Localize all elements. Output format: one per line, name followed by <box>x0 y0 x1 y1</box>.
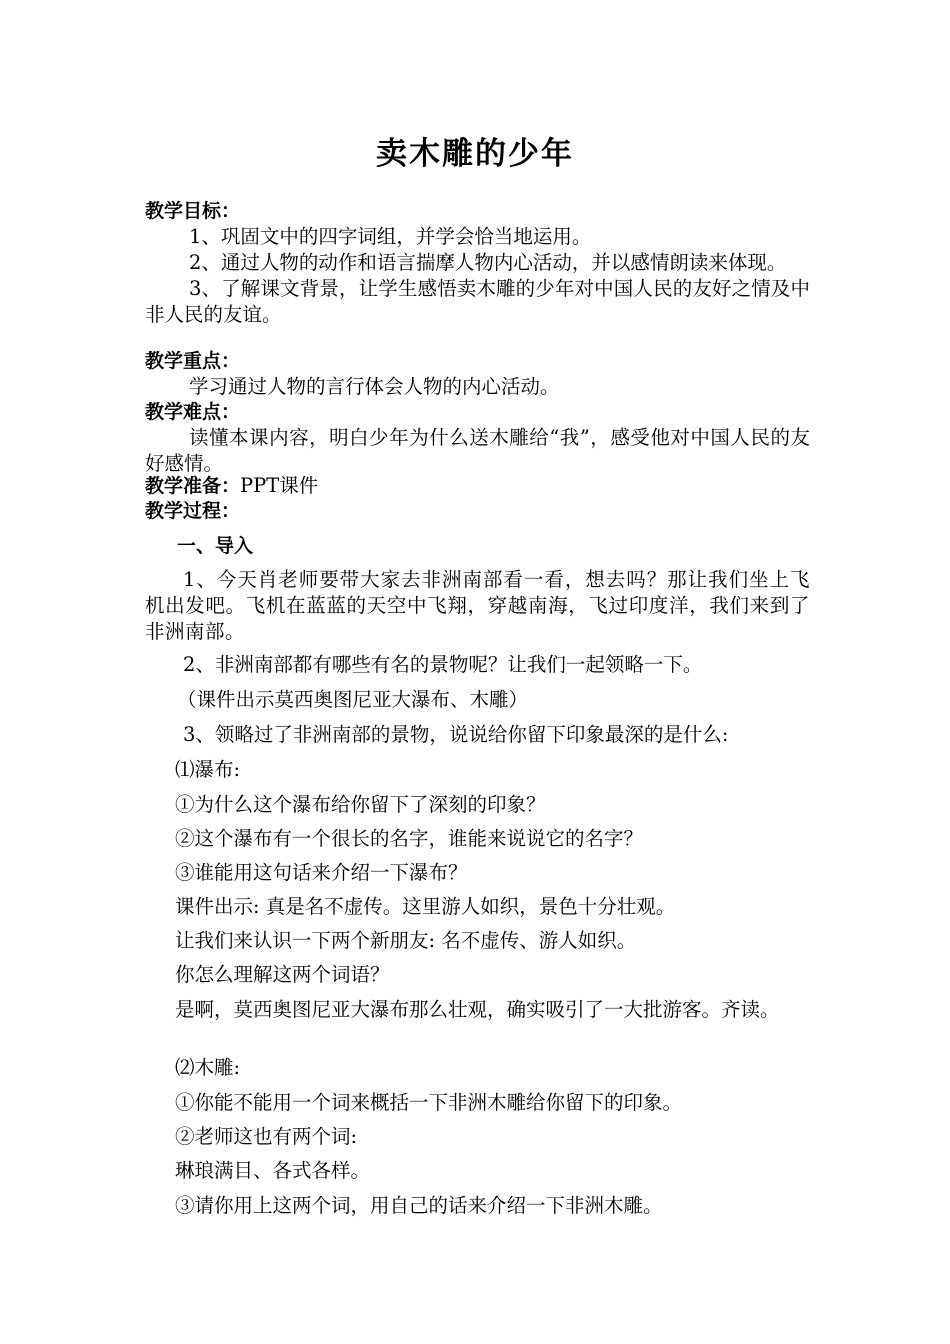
objective-item: 3、了解课文背景，让学生感悟卖木雕的少年对中国人民的友好之情及中非人民的友谊。 <box>145 277 810 326</box>
process-question: ②这个瀑布有一个很长的名字，谁能来说说它的名字？ <box>175 827 644 850</box>
process-heading-block <box>145 498 810 524</box>
document-title: 卖木雕的少年 <box>376 136 574 172</box>
process-heading: 教学过程： <box>145 500 241 522</box>
process-question: ③请你用上这两个词，用自己的话来介绍一下非洲木雕。 <box>175 1194 663 1217</box>
process-paragraph: 让我们来认识一下两个新朋友: 名不虚传、游人如织。 <box>175 929 637 952</box>
process-paragraph: 琳琅满目、各式各样。 <box>175 1159 371 1182</box>
objectives-heading: 教学目标： <box>145 200 241 222</box>
process-subheading: ⑴瀑布: <box>175 758 241 781</box>
difficulties-text: 读懂本课内容，明白少年为什么送木雕给“我”，感受他对中国人民的友好感情。 <box>145 426 810 475</box>
objective-item: 2、通过人物的动作和语言揣摩人物内心活动，并以感情朗读来体现。 <box>189 251 787 274</box>
process-paragraph: 你怎么理解这两个词语？ <box>175 963 390 986</box>
process-question: ①为什么这个瀑布给你留下了深刻的印象？ <box>175 793 546 816</box>
process-paragraph: 是啊，莫西奥图尼亚大瀑布那么壮观，确实吸引了一大批游客。齐读。 <box>175 998 780 1021</box>
process-paragraph: （课件出示莫西奥图尼亚大瀑布、木雕） <box>177 688 529 711</box>
preparation-heading: 教学准备： <box>145 475 241 497</box>
preparation-value: PPT课件 <box>240 474 319 497</box>
section-title-intro: 一、导入 <box>177 535 254 557</box>
key-points-text: 学习通过人物的言行体会人物的内心活动。 <box>189 375 560 398</box>
difficulties-heading: 教学难点： <box>145 401 241 423</box>
objective-item: 1、巩固文中的四字词组，并学会恰当地运用。 <box>189 225 592 248</box>
objectives-section <box>145 198 810 328</box>
process-question: ③谁能用这句话来介绍一下瀑布？ <box>175 861 468 884</box>
preparation-section <box>145 473 810 499</box>
difficulties-section <box>145 399 810 477</box>
process-subheading: ⑵木雕: <box>175 1056 241 1079</box>
process-question: ②老师这也有两个词: <box>175 1125 358 1148</box>
process-question: ①你能不能用一个词来概括一下非洲木雕给你留下的印象。 <box>175 1091 683 1114</box>
key-points-section <box>145 348 810 400</box>
process-paragraph: 2、非洲南部都有哪些有名的景物呢？让我们一起领略一下。 <box>183 653 703 676</box>
process-paragraph: 1、今天肖老师要带大家去非洲南部看一看，想去吗？那让我们坐上飞机出发吧。飞机在蓝蓝的天空中飞翔，穿越南海，飞过印度洋，我们来到了非洲南部。 <box>145 568 810 643</box>
key-points-heading: 教学重点： <box>145 350 241 372</box>
process-paragraph: 课件出示: 真是名不虚传。这里游人如织，景色十分壮观。 <box>175 895 676 918</box>
process-paragraph: 3、领略过了非洲南部的景物，说说给你留下印象最深的是什么: <box>183 723 729 746</box>
